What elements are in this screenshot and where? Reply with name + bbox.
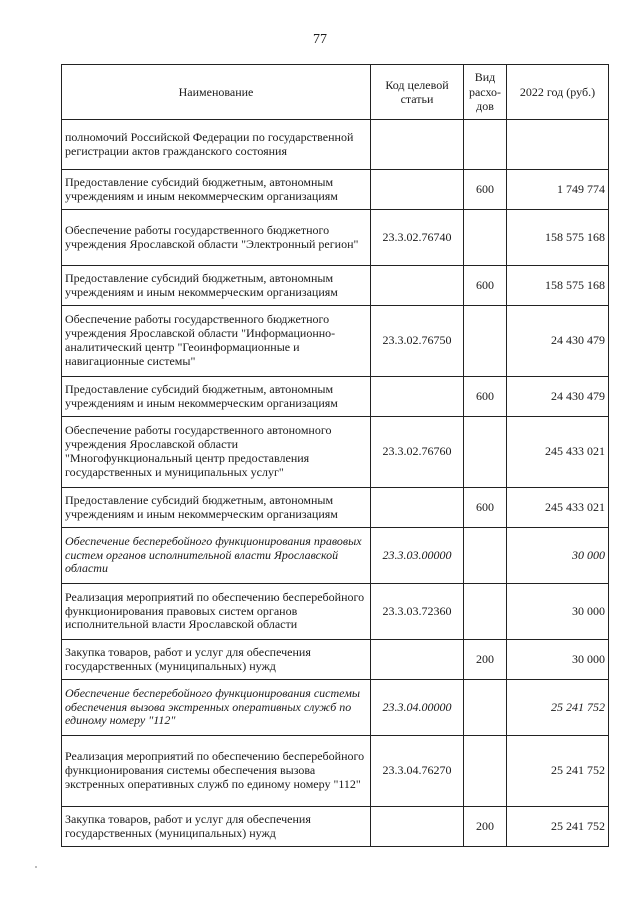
row-name-cell: Предоставление субсидий бюджетным, автономным учреждениям и иным некоммерческим организациям [62,266,371,306]
row-code-cell [371,266,464,306]
row-name-cell: Обеспечение работы государственного бюджетного учреждения Ярославской области "Электронный регион" [62,210,371,266]
header-name: Наименование [62,65,371,120]
row-sum-cell [507,120,609,170]
row-kind-cell [464,736,507,807]
row-code-cell [371,807,464,847]
row-code-cell: 23.3.03.00000 [371,528,464,584]
table-row [62,120,609,170]
row-kind-cell: 200 [464,640,507,680]
row-name-cell: Реализация мероприятий по обеспечению бесперебойного функционирования системы обеспечения вызова экстренных оперативных служб по единому номеру "112" [62,736,371,807]
row-name-cell: Закупка товаров, работ и услуг для обеспечения государственных (муниципальных) нужд [62,807,371,847]
row-kind-cell [464,528,507,584]
row-sum-cell: 25 241 752 [507,807,609,847]
row-kind-cell [464,120,507,170]
row-kind-cell: 600 [464,377,507,417]
row-sum-cell: 158 575 168 [507,266,609,306]
table-row [62,377,609,417]
row-kind-cell [464,306,507,377]
row-kind-cell [464,210,507,266]
row-sum-cell: 25 241 752 [507,680,609,736]
table-header-row [62,65,609,120]
row-sum-cell: 1 749 774 [507,170,609,210]
header-code: Код целевой статьи [371,65,464,120]
row-sum-cell: 25 241 752 [507,736,609,807]
row-name-cell: Реализация мероприятий по обеспечению бесперебойного функционирования правовых систем органов исполнительной власти Ярославской области [62,584,371,640]
row-name-cell: Обеспечение бесперебойного функционирования правовых систем органов исполнительной власти Ярославской области [62,528,371,584]
row-kind-cell: 600 [464,488,507,528]
row-name-cell: Обеспечение работы государственного автономного учреждения Ярославской области "Многофункциональный центр предоставления государственных и муниципальных услуг" [62,417,371,488]
table-body [62,120,609,847]
row-sum-cell: 24 430 479 [507,377,609,417]
row-code-cell: 23.3.02.76760 [371,417,464,488]
row-kind-cell: 600 [464,170,507,210]
row-code-cell [371,488,464,528]
table-row [62,584,609,640]
table-row [62,306,609,377]
table-row [62,417,609,488]
row-name-cell: Закупка товаров, работ и услуг для обеспечения государственных (муниципальных) нужд [62,640,371,680]
row-sum-cell: 24 430 479 [507,306,609,377]
header-kind: Вид расхо-дов [464,65,507,120]
row-sum-cell: 158 575 168 [507,210,609,266]
row-kind-cell: 600 [464,266,507,306]
row-kind-cell [464,584,507,640]
budget-table [61,64,609,847]
table-row [62,680,609,736]
row-name-cell: Предоставление субсидий бюджетным, автономным учреждениям и иным некоммерческим организациям [62,488,371,528]
row-name-cell: Предоставление субсидий бюджетным, автономным учреждениям и иным некоммерческим организациям [62,377,371,417]
row-kind-cell [464,680,507,736]
row-sum-cell: 30 000 [507,640,609,680]
table-row [62,266,609,306]
row-code-cell [371,120,464,170]
scan-speck [35,866,37,868]
row-sum-cell: 245 433 021 [507,488,609,528]
table-row [62,170,609,210]
table-row [62,807,609,847]
row-code-cell: 23.3.04.00000 [371,680,464,736]
table-row [62,210,609,266]
table-row [62,488,609,528]
row-kind-cell [464,417,507,488]
page-number: 77 [313,32,327,47]
table-row [62,736,609,807]
row-code-cell: 23.3.03.72360 [371,584,464,640]
row-kind-cell: 200 [464,807,507,847]
row-code-cell [371,170,464,210]
row-sum-cell: 245 433 021 [507,417,609,488]
row-sum-cell: 30 000 [507,584,609,640]
header-sum: 2022 год (руб.) [507,65,609,120]
row-name-cell: Обеспечение работы государственного бюджетного учреждения Ярославской области "Информационно-аналитический центр "Геоинформационные и навигационные системы" [62,306,371,377]
table-row [62,640,609,680]
row-name-cell: полномочий Российской Федерации по государственной регистрации актов гражданского состояния [62,120,371,170]
row-sum-cell: 30 000 [507,528,609,584]
row-name-cell: Обеспечение бесперебойного функционирования системы обеспечения вызова экстренных оперативных служб по единому номеру "112" [62,680,371,736]
row-code-cell [371,377,464,417]
row-code-cell: 23.3.02.76740 [371,210,464,266]
table-row [62,528,609,584]
row-code-cell: 23.3.04.76270 [371,736,464,807]
row-code-cell: 23.3.02.76750 [371,306,464,377]
row-code-cell [371,640,464,680]
row-name-cell: Предоставление субсидий бюджетным, автономным учреждениям и иным некоммерческим организациям [62,170,371,210]
